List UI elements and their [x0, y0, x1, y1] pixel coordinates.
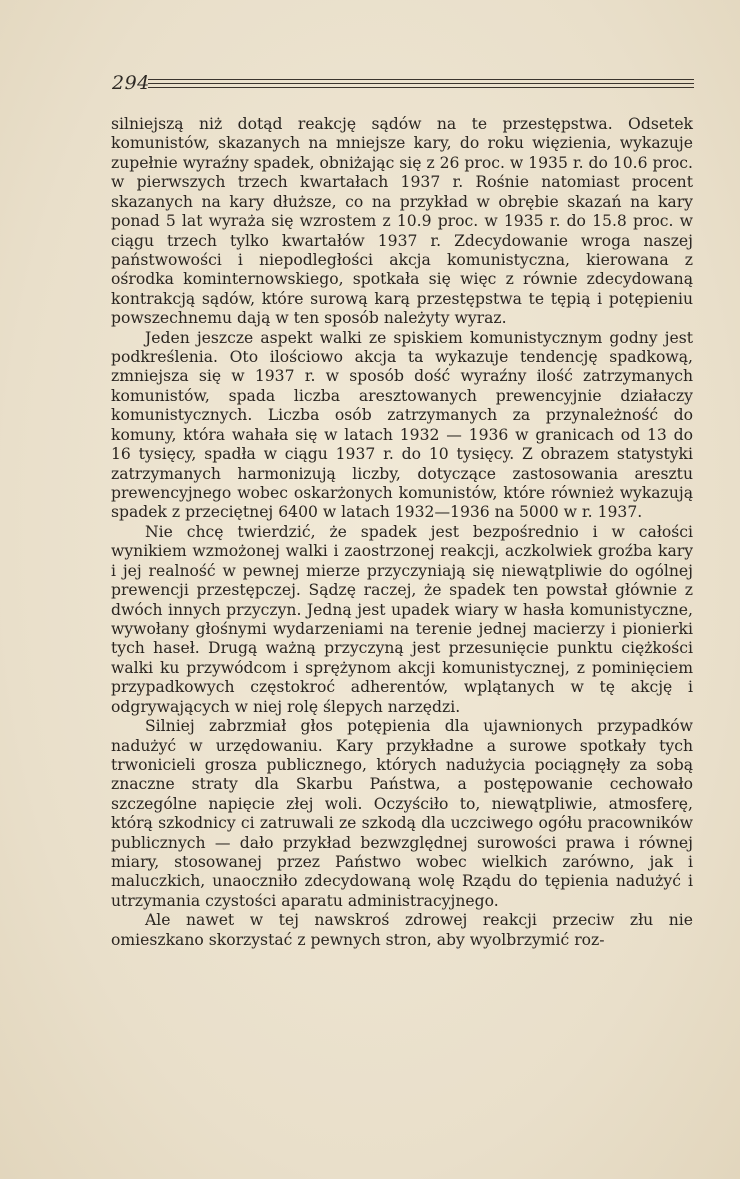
paragraph: Jeden jeszcze aspekt walki ze spiskiem komunistycznym godny jest podkreślenia. Oto ilościowo akcja ta wykazuje tendencję spadkową, zmniejsza się w 1937 r. w sposób dość wyraźny ilość zatrzymanych komunistów, spada liczba aresztowanych prewencyjnie działaczy komunistycznych. Liczba osób zatrzymanych za przynależność do komuny, która wahała się w latach 1932 — 1936 w granicach od 13 do 16 tysięcy, spadła w ciągu 1937 r. do 10 tysięcy. Z obrazem statystyki zatrzymanych harmonizują liczby, dotyczące zastosowania aresztu prewencyjnego wobec oskarżonych komunistów, które również wykazują spadek z przeciętnej 6400 w latach 1932—1936 na 5000 w r. 1937. — [111, 328, 693, 522]
header-rule — [148, 87, 694, 88]
header-rule — [148, 83, 694, 84]
paragraph: silniejszą niż dotąd reakcję sądów na te przestępstwa. Odsetek komunistów, skazanych na mniejsze kary, do roku więzienia, wykazuje zupełnie wyraźny spadek, obniżając się z 26 proc. w 1935 r. do 10.6 proc. w pierwszych trzech kwartałach 1937 r. Rośnie natomiast procent skazanych na kary dłuższe, co na przykład w obrębie skazań na kary ponad 5 lat wyraża się wzrostem z 10.9 proc. w 1935 r. do 15.8 proc. w ciągu trzech tylko kwartałów 1937 r. Zdecydowanie wroga naszej państwowości i niepodległości akcja komunistyczna, kierowana z ośrodka kominternowskiego, spotkała się więc z równie zdecydowaną kontrakcją sądów, które surową karą przestępstwa te tępią i potępieniu powszechnemu dają w ten sposób należyty wyraz. — [111, 115, 694, 328]
page-number: 294 — [112, 72, 150, 94]
paragraph: Silniej zabrzmiał głos potępienia dla ujawnionych przypadków nadużyć w urzędowaniu. Kary przykładne a surowe spotkały tych trwonicieli grosza publicznego, których nadużycia pociągnęły za sobą znaczne straty dla Skarbu Państwa, a postępowanie cechowało szczególne napięcie złej woli. Oczyściło to, niewątpliwie, atmosferę, którą szkodnicy ci zatruwali ze szkodą dla uczciwego ogółu pracowników publicznych — dało przykład bezwzględnej surowości prawa i równej miary, stosowanej przez Państwo wobec wielkich zarówno, jak i maluczkich, unaoczniło zdecydowaną wolę Rządu do tępienia nadużyć i utrzymania czystości aparatu administracyjnego. — [111, 717, 693, 910]
paragraph: Nie chcę twierdzić, że spadek jest bezpośrednio i w całości wynikiem wzmożonej walki i zaostrzonej reakcji, aczkolwiek groźba kary i jej realność w pewnej mierze przyczyniają się niewątpliwie do ogólnej prewencji przestępczej. Sądzę raczej, że spadek ten powstał głównie z dwóch innych przyczyn. Jedną jest upadek wiary w hasła komunistyczne, wywołany głośnymi wydarzeniami na terenie jednej macierzy i pionierki tych haseł. Drugą ważną przyczyną jest przesunięcie punktu ciężkości walki ku przywódcom i sprężynom akcji komunistycznej, z pominięciem przypadkowych częstokroć adherentów, wplątanych w tę akcję i odgrywających w niej rolę ślepych narzędzi. — [111, 522, 693, 716]
header-rule — [148, 79, 694, 80]
body-text — [111, 115, 693, 950]
page-header — [112, 68, 694, 98]
paragraph: Ale nawet w tej nawskroś zdrowej reakcji przeciw złu nie omieszkano skorzystać z pewnych stron, aby wyolbrzymić roz- — [111, 911, 693, 949]
